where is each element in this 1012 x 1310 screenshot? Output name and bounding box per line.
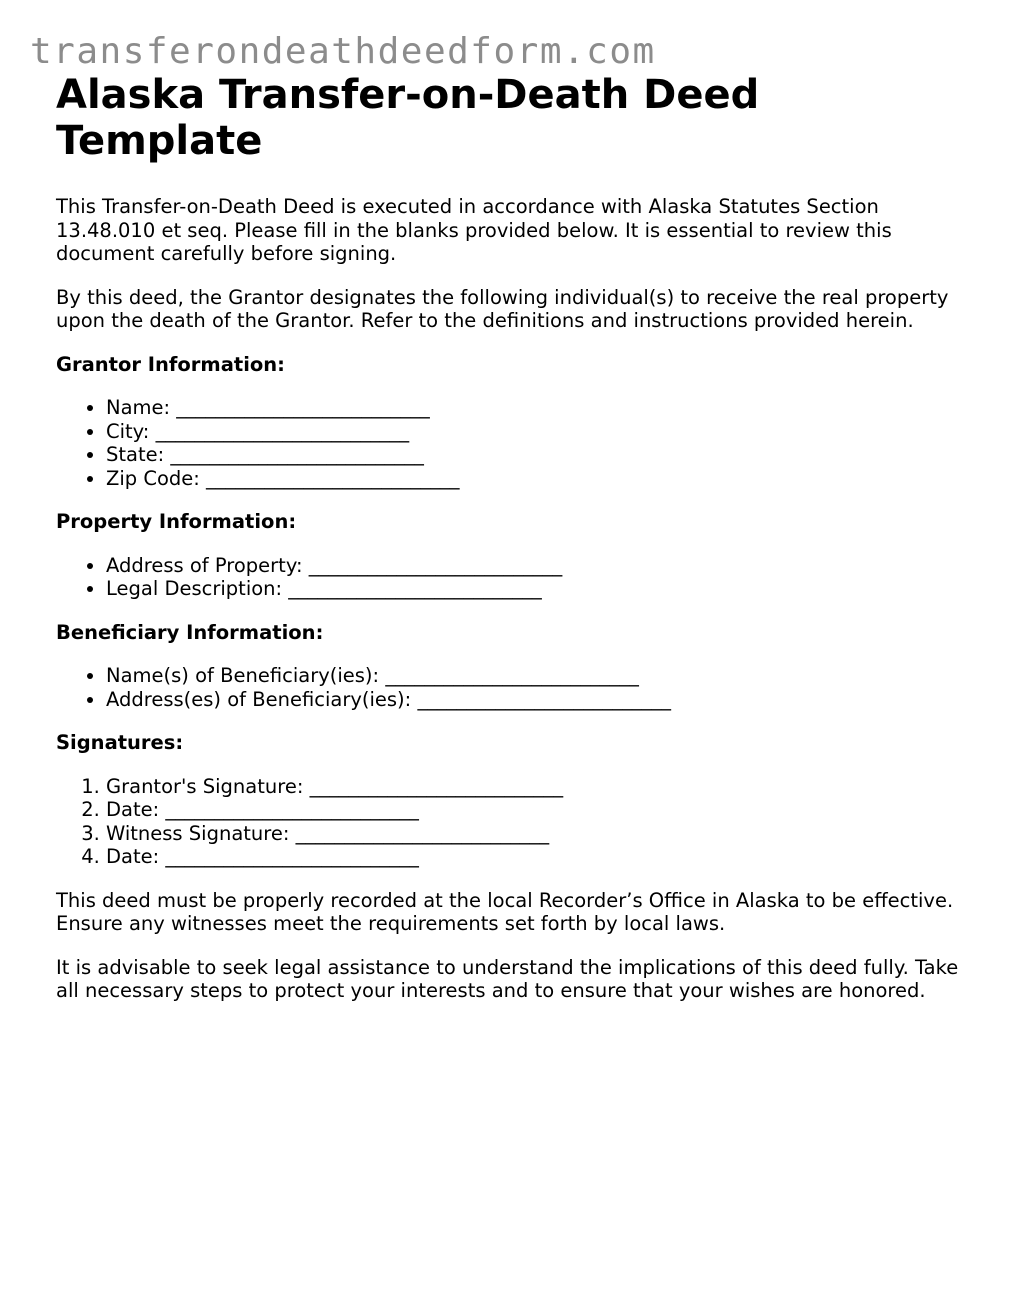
property-section-heading: Property Information: <box>56 510 297 533</box>
witness-signature-field[interactable]: 3. Witness Signature: __________________________ <box>106 822 976 846</box>
intro-paragraph-designation: By this deed, the Grantor designates the following individual(s) to receive the real property upon the death of the Grantor. Refer to the definitions and instructions provided herein. <box>56 285 949 332</box>
beneficiary-field-list <box>56 664 976 711</box>
grantor-field-list <box>56 396 976 490</box>
beneficiary-address-field[interactable]: • Address(es) of Beneficiary(ies): __________________________ <box>106 688 976 712</box>
document-body <box>56 72 976 1003</box>
property-field-list <box>56 554 976 601</box>
intro-paragraph-statute: This Transfer-on-Death Deed is executed in accordance with Alaska Statutes Section 13.48.010 et seq. Please fill in the blanks provided below. It is essential to review this document carefully before signing. <box>56 195 892 265</box>
grantor-signature-field[interactable]: 1. Grantor's Signature: __________________________ <box>106 775 976 799</box>
signatures-section-heading: Signatures: <box>56 731 184 754</box>
site-watermark: transferondeathdeedform.com <box>30 31 656 72</box>
grantor-name-field[interactable]: • Name: __________________________ <box>106 396 976 420</box>
closing-paragraph-legal-advice: It is advisable to seek legal assistance to understand the implications of this deed fully. Take all necessary steps to protect your interests and to ensure that your wishes are honored. <box>56 955 959 1002</box>
grantor-state-field[interactable]: • State: __________________________ <box>106 443 976 467</box>
page-title: Alaska Transfer-on-Death Deed Template <box>56 72 760 164</box>
signature-field-list <box>56 775 976 869</box>
beneficiary-name-field[interactable]: • Name(s) of Beneficiary(ies): __________________________ <box>106 664 976 688</box>
witness-signature-date-field[interactable]: 4. Date: __________________________ <box>106 845 976 869</box>
grantor-city-field[interactable]: • City: __________________________ <box>106 420 976 444</box>
property-legal-description-field[interactable]: • Legal Description: __________________________ <box>106 577 976 601</box>
grantor-signature-date-field[interactable]: 2. Date: __________________________ <box>106 798 976 822</box>
grantor-section-heading: Grantor Information: <box>56 352 285 376</box>
beneficiary-section-heading: Beneficiary Information: <box>56 620 324 644</box>
property-address-field[interactable]: • Address of Property: __________________________ <box>106 554 976 578</box>
grantor-zip-field[interactable]: • Zip Code: __________________________ <box>106 467 976 491</box>
closing-paragraph-recording: This deed must be properly recorded at the local Recorder’s Office in Alaska to be effective. Ensure any witnesses meet the requirements set forth by local laws. <box>56 888 954 935</box>
